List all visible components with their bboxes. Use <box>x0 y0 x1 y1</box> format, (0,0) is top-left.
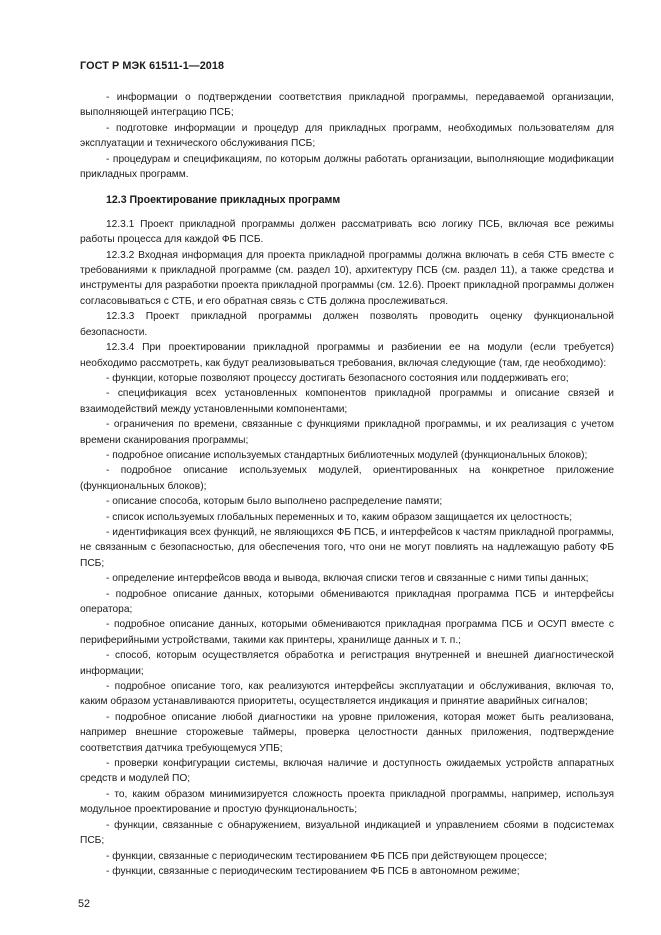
list-item: - подробное описание данных, которыми обмениваются прикладная программа ПСБ и ОСУП вместе с периферийными устройствами, такими как принтеры, хранилище данных и т. п.; <box>80 619 614 646</box>
list-item: - функции, связанные с периодическим тестированием ФБ ПСБ в автономном режиме; <box>106 865 520 877</box>
clause-paragraph: 12.3.1 Проект прикладной программы должен рассматривать всю логику ПСБ, включая все режимы работы процесса для каждой ФБ ПСБ. <box>80 218 614 246</box>
list-item: - описание способа, которым было выполнено распределение памяти; <box>106 496 443 508</box>
list-item: - список используемых глобальных переменных и то, каким образом защищается их целостность; <box>106 511 573 523</box>
list-item: - информации о подтверждении соответствия прикладной программы, передаваемой организации, выполняющей интеграцию ПСБ; <box>80 92 614 119</box>
list-item: - функции, связанные с обнаружением, визуальной индикацией и управлением сбоями в подсистемах ПСБ; <box>80 819 614 847</box>
list-item: - то, каким образом минимизируется сложность проекта прикладной программы, например, используя модульное проектирование и простую функциональность; <box>80 788 614 816</box>
document-body <box>80 90 614 879</box>
list-item: - подготовке информации и процедур для прикладных программ, необходимых пользователям для эксплуатации и технического обслуживания ПСБ; <box>80 122 614 150</box>
list-item: - идентификация всех функций, не являющихся ФБ ПСБ, и интерфейсов к частям прикладной программы, не связанным с безопасностью, для обеспечения того, что они не могут повлиять на надлежащую работу ФБ ПСБ; <box>80 526 614 569</box>
clause-paragraph: 12.3.3 Проект прикладной программы должен позволять проводить оценку функциональной безопасности. <box>80 311 614 338</box>
requirements-list <box>80 371 614 879</box>
list-item: - подробное описание любой диагностики на уровне приложения, которая может быть реализована, например внешние сторожевые таймеры, проверка целостности данных приложения, подтверждение соответствия датчика требующемуся УПБ; <box>80 711 614 754</box>
list-item: - подробное описание используемых стандартных библиотечных модулей (функциональных блоков); <box>106 449 588 461</box>
list-item: - подробное описание используемых модулей, ориентированных на конкретное приложение (функциональных блоков); <box>80 465 614 492</box>
clause-paragraph: 12.3.2 Входная информация для проекта прикладной программы должна включать в себя СТБ вместе с требованиями к прикладной программе (см. раздел 10), архитектуру ПСБ (см. раздел 11), а также средства и инструменты для разработки проекта прикладной программы (см. 12.6). Проект прикладной программы должен согласовываться с СТБ, и его обратная связь с СТБ должна прослеживаться. <box>80 249 614 307</box>
list-item: - ограничения по времени, связанные с функциями прикладной программы, и их реализация с учетом времени сканирования программы; <box>80 419 614 446</box>
list-item: - способ, которым осуществляется обработка и регистрация внутренней и внешней диагностической информации; <box>80 650 614 677</box>
list-item: - подробное описание данных, которыми обмениваются прикладная программа ПСБ и интерфейсы оператора; <box>80 588 614 615</box>
page-number: 52 <box>78 898 91 910</box>
list-item: - функции, связанные с периодическим тестированием ФБ ПСБ при действующем процессе; <box>106 850 548 862</box>
list-item: - спецификация всех установленных компонентов прикладной программы и описание связей и взаимодействий между установленными компонентами; <box>80 388 614 415</box>
intro-list <box>80 90 614 182</box>
list-item: - определение интерфейсов ввода и вывода, включая списки тегов и связанные с ними типы данных; <box>106 573 589 585</box>
list-item: - проверки конфигурации системы, включая наличие и доступность ожидаемых устройств аппаратных средств и модулей ПО; <box>80 758 614 785</box>
list-item: - подробное описание того, как реализуются интерфейсы эксплуатации и обслуживания, включая то, каким образом устанавливаются приоритеты, осуществляется индикация и принятие аварийных сигналов; <box>80 681 614 708</box>
section-heading: 12.3 Проектирование прикладных программ <box>106 194 341 207</box>
document-header: ГОСТ Р МЭК 61511-1—2018 <box>80 60 225 72</box>
list-item: - процедурам и спецификациям, по которым должны работать организации, выполняющие модификации прикладных программ. <box>80 153 614 181</box>
clause-paragraph: 12.3.4 При проектировании прикладной программы и разбиении ее на модули (если требуется) необходимо рассмотреть, как будут реализовываться требования, включая следующие (там, где необходимо): <box>80 342 614 369</box>
list-item: - функции, которые позволяют процессу достигать безопасного состояния или поддерживать его; <box>106 372 569 384</box>
section-clauses <box>80 217 614 371</box>
